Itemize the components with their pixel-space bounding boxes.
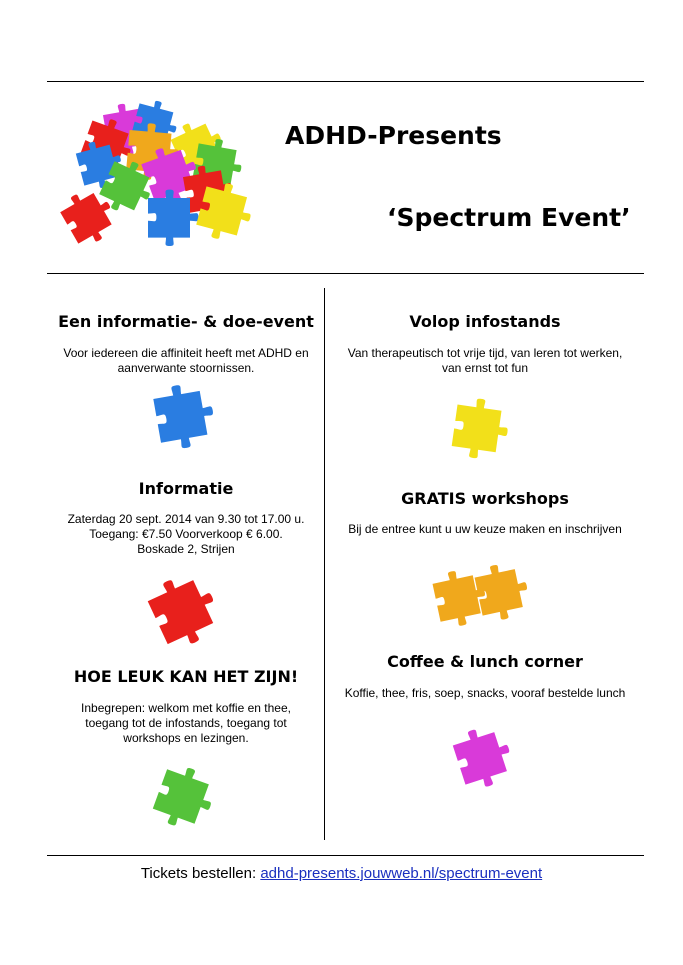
section-heading: Coffee & lunch corner (387, 652, 583, 671)
puzzle-piece-icon (448, 724, 520, 790)
puzzle-piece-icon (430, 560, 536, 628)
text-line: Inbegrepen: welkom met koffie en thee, (81, 701, 291, 715)
section-text (330, 686, 640, 701)
section-heading: HOE LEUK KAN HET ZIJN! (73, 667, 299, 686)
text-line: aanverwante stoornissen. (117, 361, 255, 375)
text-line: Bij de entree kunt u uw keuze maken en inschrijven (348, 522, 622, 536)
text-line: Zaterdag 20 sept. 2014 van 9.30 tot 17.00 u. (67, 512, 305, 526)
section-heading: Een informatie- & doe-event (58, 312, 314, 331)
org-title: ADHD-Presents (285, 121, 502, 150)
text-line: Voor iedereen die affiniteit heeft met ADHD en (63, 346, 309, 360)
section-heading: Volop infostands (409, 312, 561, 331)
event-title: ‘Spectrum Event’ (387, 203, 631, 232)
puzzle-piece-icon (152, 762, 218, 834)
text-line: van ernst tot fun (441, 361, 529, 375)
section-text (330, 522, 640, 537)
text-line: toegang tot de infostands, toegang tot (85, 716, 287, 730)
section-text (50, 346, 322, 376)
tickets-line (0, 865, 683, 882)
text-line: Koffie, thee, fris, soep, snacks, vooraf bestelde lunch (344, 686, 626, 700)
header-divider (47, 273, 644, 274)
puzzle-pile-image (60, 98, 260, 253)
puzzle-piece-icon (448, 392, 514, 466)
puzzle-piece-icon (150, 378, 220, 454)
text-line: Boskade 2, Strijen (137, 542, 235, 556)
text-line: Van therapeutisch tot vrije tijd, van leren tot werken, (347, 346, 623, 360)
text-line: workshops en lezingen. (123, 731, 249, 745)
section-heading: GRATIS workshops (401, 489, 569, 508)
section-text (330, 346, 640, 376)
section-text (50, 701, 322, 746)
top-divider (47, 81, 644, 82)
footer-divider (47, 855, 644, 856)
tickets-link[interactable]: adhd-presents.jouwweb.nl/spectrum-event (260, 865, 543, 882)
column-divider (324, 288, 325, 840)
section-text (50, 512, 322, 557)
text-line: Toegang: €7.50 Voorverkoop € 6.00. (89, 527, 283, 541)
section-heading: Informatie (138, 479, 234, 498)
puzzle-piece-icon (142, 572, 228, 648)
tickets-label: Tickets bestellen: (140, 865, 261, 882)
